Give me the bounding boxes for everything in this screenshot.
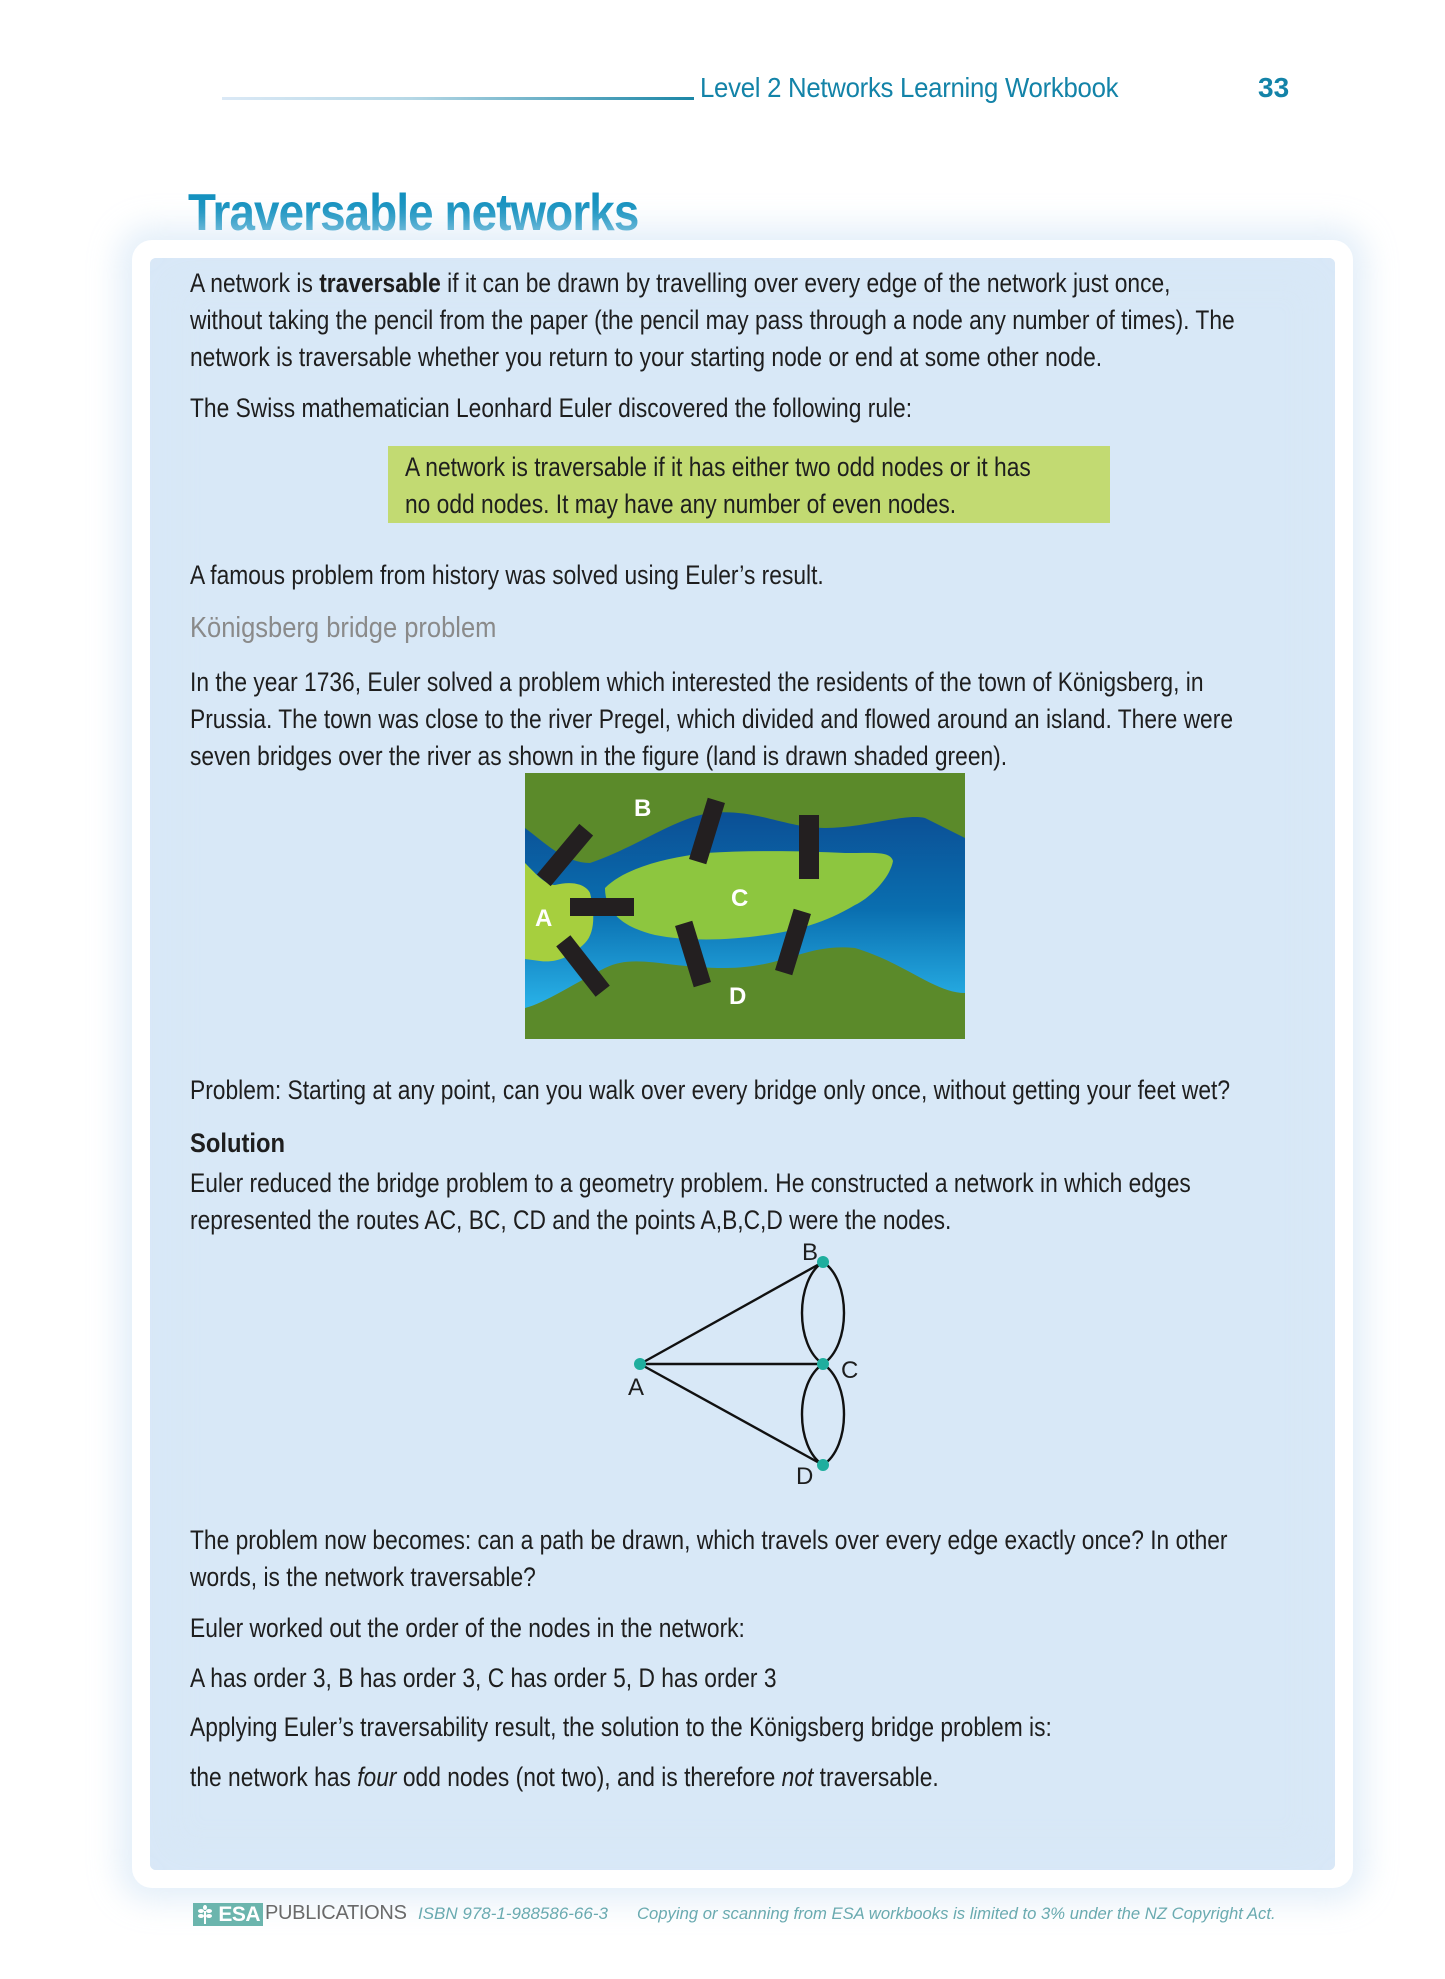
conclusion-p2: Euler worked out the order of the nodes in the network: <box>190 1613 745 1643</box>
node-label-d: D <box>796 1463 814 1490</box>
copyright-notice: Copying or scanning from ESA workbooks is limited to 3% under the NZ Copyright Act. <box>637 1904 1276 1923</box>
problem-statement: Problem: Starting at any point, can you walk over every bridge only once, without getting your feet wet? <box>190 1075 1231 1105</box>
page-number: 33 <box>1258 72 1290 103</box>
node-label-c: C <box>841 1357 859 1384</box>
isbn: ISBN 978-1-988586-66-3 <box>418 1904 608 1923</box>
solution-line-1: Euler reduced the bridge problem to a geometry problem. He constructed a network in which edges <box>190 1168 1191 1198</box>
conclusion-p1-line-2: words, is the network traversable? <box>190 1562 536 1592</box>
conclusion-p5: the network has four odd nodes (not two), and is therefore not traversable. <box>190 1762 939 1792</box>
node-d <box>817 1459 829 1471</box>
konigsberg-line-3: seven bridges over the river as shown in the figure (land is drawn shaded green). <box>190 741 1008 771</box>
rule-line-2: no odd nodes. It may have any number of even nodes. <box>405 489 957 519</box>
solution-heading: Solution <box>190 1128 286 1158</box>
konigsberg-map <box>525 773 965 1039</box>
edge-a-d <box>640 1364 823 1465</box>
network-graph <box>600 1240 900 1510</box>
konigsberg-heading: Königsberg bridge problem <box>190 612 497 644</box>
node-label-a: A <box>628 1374 645 1401</box>
node-c <box>817 1358 829 1370</box>
intro-line-1: A network is traversable if it can be drawn by travelling over every edge of the network just once, <box>190 268 1171 298</box>
node-orders: A has order 3, B has order 3, C has order 5, D has order 3 <box>190 1663 777 1693</box>
konigsberg-line-2: Prussia. The town was close to the river Pregel, which divided and flowed around an island. There were <box>190 704 1234 734</box>
intro-line-2: without taking the pencil from the paper (the pencil may pass through a node any number of times). The <box>190 305 1235 335</box>
leaf-icon <box>197 1905 213 1924</box>
publisher-name: PUBLICATIONS <box>265 1902 407 1924</box>
map-label-a: A <box>535 905 553 932</box>
page-title: Traversable networks <box>188 184 639 242</box>
euler-rule-intro: The Swiss mathematician Leonhard Euler discovered the following rule: <box>190 393 913 423</box>
edge-b-c-left <box>802 1262 823 1364</box>
konigsberg-line-1: In the year 1736, Euler solved a problem which interested the residents of the town of Königsberg, in <box>190 667 1204 697</box>
bridge-5 <box>799 815 819 879</box>
rule-line-1: A network is traversable if it has either two odd nodes or it has <box>405 452 1031 482</box>
bridge-2 <box>570 898 634 916</box>
map-label-b: B <box>634 795 652 822</box>
edge-b-c-right <box>823 1262 844 1364</box>
node-label-b: B <box>802 1240 819 1266</box>
node-a <box>634 1358 646 1370</box>
graph-edges <box>640 1262 844 1465</box>
map-label-d: D <box>729 983 747 1010</box>
term-traversable: traversable <box>319 268 441 298</box>
famous-problem-text: A famous problem from history was solved using Euler’s result. <box>190 560 824 590</box>
conclusion-p4: Applying Euler’s traversability result, the solution to the Königsberg bridge problem is: <box>190 1712 1052 1742</box>
map-label-c: C <box>731 885 749 912</box>
esa-logo <box>193 1903 263 1926</box>
conclusion-p1-line-1: The problem now becomes: can a path be drawn, which travels over every edge exactly once? In other <box>190 1525 1228 1555</box>
edge-c-d-left <box>802 1364 823 1465</box>
book-title: Level 2 Networks Learning Workbook <box>700 72 1119 103</box>
header-rule <box>222 97 694 100</box>
node-b <box>817 1256 829 1268</box>
logo-text: ESA <box>218 1902 260 1926</box>
solution-line-2: represented the routes AC, BC, CD and the points A,B,C,D were the nodes. <box>190 1205 952 1235</box>
edge-a-b <box>640 1262 823 1364</box>
intro-line-3: network is traversable whether you return to your starting node or end at some other node. <box>190 342 1103 372</box>
